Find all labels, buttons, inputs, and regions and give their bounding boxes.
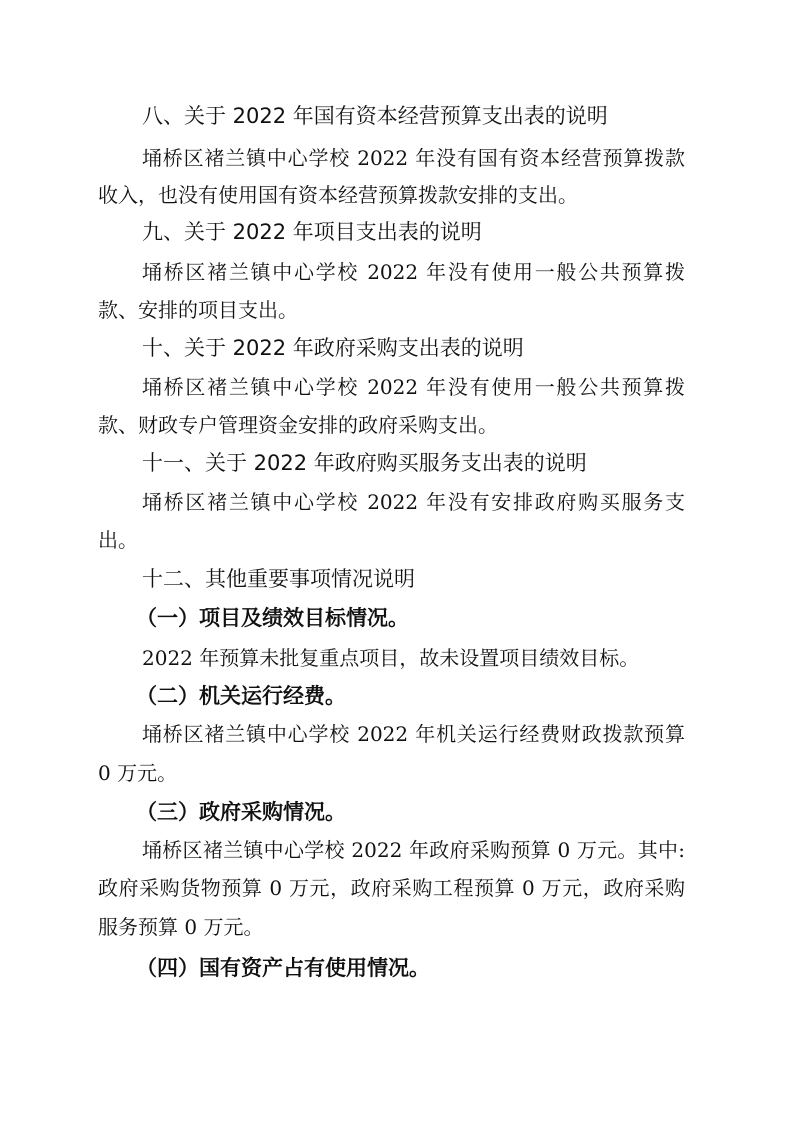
section-8-paragraph-line-2: 收入，也没有使用国有资本经营预算拨款安排的支出。: [98, 183, 578, 207]
subsection-3-paragraph-line-2: 政府采购货物预算 0 万元，政府采购工程预算 0 万元，政府采购: [98, 876, 685, 900]
subsection-3-paragraph-line-3: 服务预算 0 万元。: [98, 915, 264, 939]
section-9-paragraph-line-2: 款、安排的项目支出。: [98, 298, 298, 322]
section-12-heading: 十二、其他重要事项情况说明: [142, 567, 415, 591]
subsection-2-paragraph-line-1: 埇桥区褚兰镇中心学校 2022 年机关运行经费财政拨款预算: [142, 722, 685, 746]
section-8-paragraph-line-1: 埇桥区褚兰镇中心学校 2022 年没有国有资本经营预算拨款: [142, 146, 685, 170]
subsection-4-title: （四）国有资产占有使用情况。: [136, 956, 430, 980]
section-10-paragraph-line-1: 埇桥区褚兰镇中心学校 2022 年没有使用一般公共预算拨: [142, 375, 685, 399]
section-11-paragraph-line-1: 埇桥区褚兰镇中心学校 2022 年没有安排政府购买服务支: [142, 490, 685, 514]
subsection-3-paragraph-line-1: 埇桥区褚兰镇中心学校 2022 年政府采购预算 0 万元。其中:: [142, 838, 685, 862]
section-9-heading: 九、关于 2022 年项目支出表的说明: [142, 220, 482, 244]
subsection-2-paragraph-line-2: 0 万元。: [98, 761, 178, 785]
subsection-1-paragraph-line-1: 2022 年预算未批复重点项目，故未设置项目绩效目标。: [142, 646, 640, 670]
section-11-paragraph-line-2: 出。: [98, 528, 138, 552]
section-10-paragraph-line-2: 款、财政专户管理资金安排的政府采购支出。: [98, 413, 498, 437]
section-8-heading: 八、关于 2022 年国有资本经营预算支出表的说明: [142, 104, 608, 128]
section-11-heading: 十一、关于 2022 年政府购买服务支出表的说明: [142, 451, 587, 475]
section-10-heading: 十、关于 2022 年政府采购支出表的说明: [142, 336, 524, 360]
subsection-3-title: （三）政府采购情况。: [136, 800, 346, 824]
subsection-2-title: （二）机关运行经费。: [136, 684, 346, 708]
subsection-1-title: （一）项目及绩效目标情况。: [136, 606, 409, 630]
section-9-paragraph-line-1: 埇桥区褚兰镇中心学校 2022 年没有使用一般公共预算拨: [142, 260, 685, 284]
